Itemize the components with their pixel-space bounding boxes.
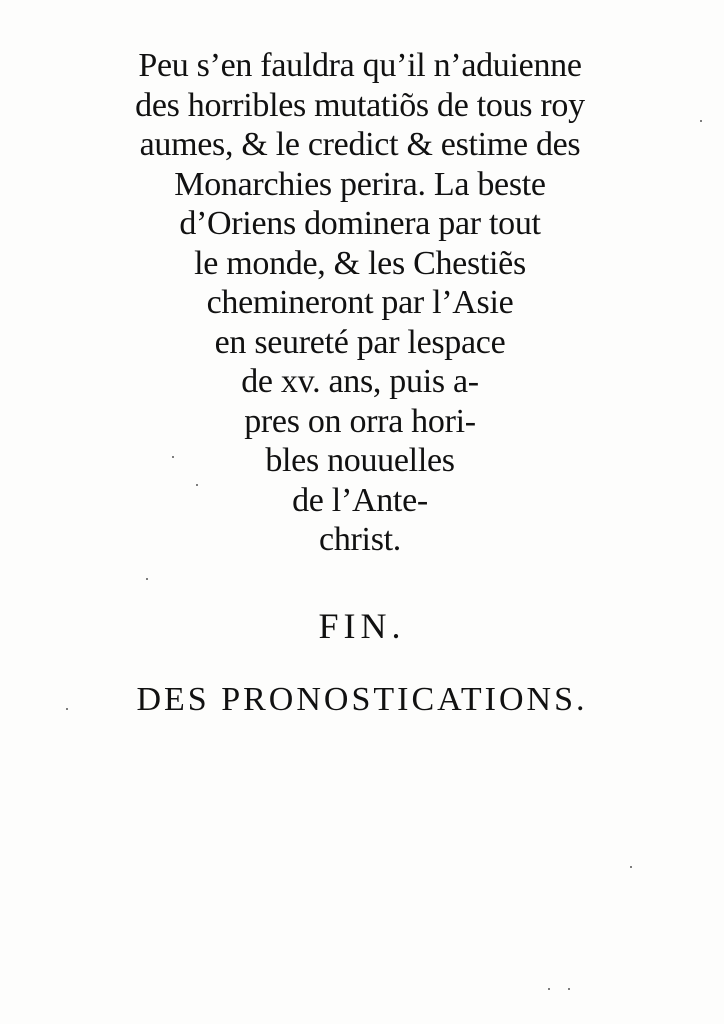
body-line: des horribles mutatiõs de tous roy: [135, 86, 585, 124]
fin-heading: FIN.: [318, 606, 406, 646]
scan-speck: [568, 988, 570, 990]
scan-speck: [146, 578, 148, 580]
body-line: en seureté par lespace: [214, 323, 506, 361]
scan-speck: [630, 866, 632, 868]
scan-speck: [66, 708, 68, 710]
scan-speck: [172, 456, 174, 458]
body-line: Peu s’en fauldra qu’il n’aduienne: [138, 47, 582, 84]
body-line: aumes, & le credict & estime des: [139, 126, 581, 163]
scan-speck: [548, 988, 550, 990]
body-line: Monarchies perira. La beste: [174, 165, 546, 203]
body-line: pres on orra hori-: [244, 402, 476, 440]
closing-title: DES PRONOSTICATIONS.: [136, 681, 588, 718]
body-line: chemineront par l’Asie: [206, 284, 514, 321]
body-line: de xv. ans, puis a-: [241, 363, 479, 400]
scan-speck: [196, 484, 198, 486]
body-line: christ.: [319, 521, 401, 558]
body-line: d’Oriens dominera par tout: [179, 205, 541, 242]
body-line: bles nouuelles: [265, 442, 455, 479]
body-text: [90, 46, 630, 560]
scan-speck: [700, 120, 702, 122]
body-line: de l’Ante-: [292, 481, 428, 519]
body-line: le monde, & les Chestiẽs: [194, 244, 526, 282]
